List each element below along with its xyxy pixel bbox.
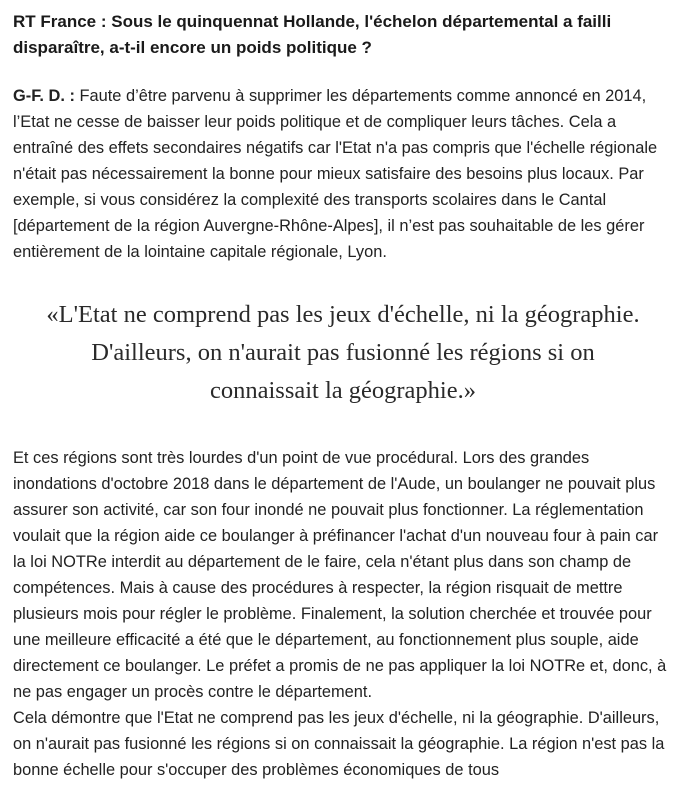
answer-paragraph-text: Faute d’être parvenu à supprimer les départements comme annoncé en 2014, l’Etat ne cesse de baisser leur poids politique et de compliquer leurs tâches. Cela a entraîné des effets secondaires négatifs car l'Etat n'a pas compris que l'échelle régionale n'était pas nécessairement la bonne pour mieux satisfaire des besoins plus locaux. Par exemple, si vous considérez la complexité des transports scolaires dans le Cantal [département de la région Auvergne-Rhône-Alpes], il n’est pas souhaitable de les gérer entièrement de la lointaine capitale régionale, Lyon.: [13, 87, 658, 261]
article-body: [13, 9, 673, 783]
answer-paragraph: [13, 83, 673, 265]
interview-question: RT France : Sous le quinquennat Hollande, l'échelon départemental a failli disparaître, a-t-il encore un poids politique ?: [13, 12, 612, 57]
pull-quote: «L'Etat ne comprend pas les jeux d'échelle, ni la géographie. D'ailleurs, on n'aurait pas fusionné les régions si on connaissait la géographie.»: [46, 301, 640, 404]
body-paragraph: Cela démontre que l'Etat ne comprend pas les jeux d'échelle, ni la géographie. D'ailleurs, on n'aurait pas fusionné les régions si on connaissait la géographie. La région n'est pas la bonne échelle pour s'occuper des problèmes économiques de tous: [13, 709, 665, 779]
body-paragraph: Et ces régions sont très lourdes d'un point de vue procédural. Lors des grandes inondations d'octobre 2018 dans le département de l'Aude, un boulanger ne pouvait plus assurer son activité, car son four inondé ne pouvait plus fonctionner. La réglementation voulait que la région aide ce boulanger à préfinancer l'achat d'un nouveau four à pain car la loi NOTRe interdit au département de le faire, cela n'étant plus dans son champ de compétences. Mais à cause des procédures à respecter, la région risquait de mettre plusieurs mois pour régler le problème. Finalement, la solution cherchée et trouvée pour une meilleure efficacité a été que le département, au fonctionnement plus souple, aide directement ce boulanger. Le préfet a promis de ne pas appliquer la loi NOTRe et, donc, à ne pas engager un procès contre le département.: [13, 449, 667, 701]
answer-speaker: G-F. D. :: [13, 87, 75, 105]
